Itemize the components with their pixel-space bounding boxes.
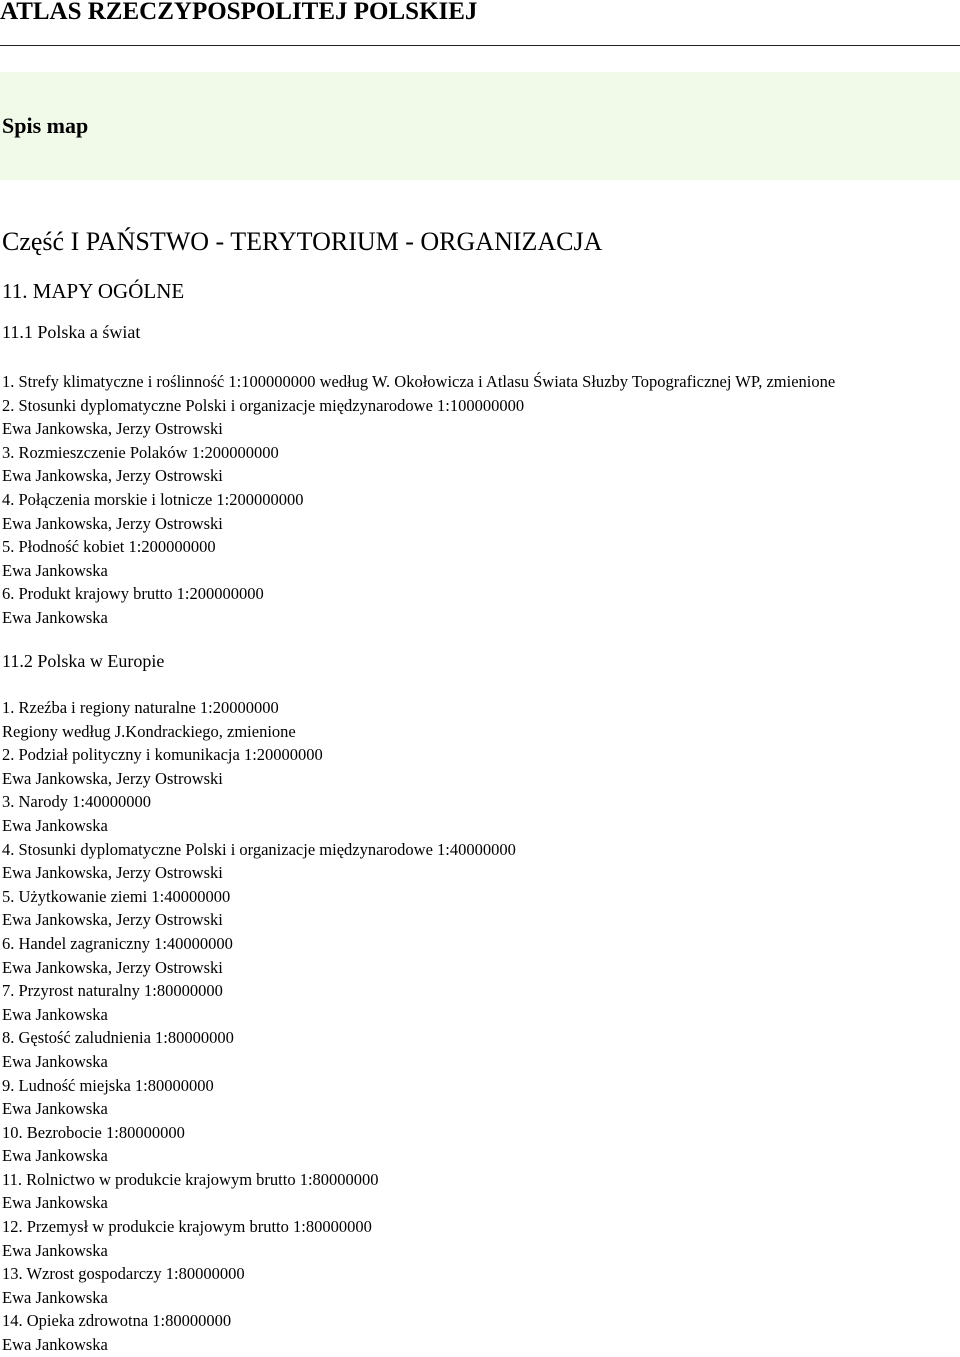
list-line: 5. Płodność kobiet 1:200000000 (2, 537, 216, 557)
list-line: 3. Narody 1:40000000 (2, 792, 151, 812)
list-line: Ewa Jankowska (2, 1240, 108, 1260)
list-line: 7. Przyrost naturalny 1:80000000 (2, 981, 223, 1001)
list-line: Ewa Jankowska (2, 1287, 108, 1307)
list-line: 4. Stosunki dyplomatyczne Polski i organizacje międzynarodowe 1:40000000 (2, 839, 516, 859)
list-line: 14. Opieka zdrowotna 1:80000000 (2, 1311, 232, 1331)
list-line: 5. Użytkowanie ziemi 1:40000000 (2, 886, 231, 906)
list-line: Ewa Jankowska, Jerzy Ostrowski (2, 768, 223, 788)
list-line: 2. Stosunki dyplomatyczne Polski i organizacje międzynarodowe 1:100000000 (2, 395, 525, 415)
subsection-title-world: 11.1 Polska a świat (2, 322, 141, 342)
list-line: 10. Bezrobocie 1:80000000 (2, 1122, 185, 1142)
list-line: Ewa Jankowska (2, 1146, 108, 1166)
map-list-world (2, 370, 835, 630)
list-line: Ewa Jankowska (2, 560, 108, 580)
list-line: 9. Ludność miejska 1:80000000 (2, 1075, 214, 1095)
subsection-title-europe: 11.2 Polska w Europie (2, 651, 165, 671)
list-line: Ewa Jankowska, Jerzy Ostrowski (2, 957, 223, 977)
list-line: 4. Połączenia morskie i lotnicze 1:200000000 (2, 489, 304, 509)
list-line: Ewa Jankowska (2, 1051, 108, 1071)
list-line: 8. Gęstość zaludnienia 1:80000000 (2, 1028, 234, 1048)
list-line: Regiony według J.Kondrackiego, zmienione (2, 721, 296, 741)
list-line: 2. Podział polityczny i komunikacja 1:20000000 (2, 745, 323, 765)
list-line: 6. Produkt krajowy brutto 1:200000000 (2, 584, 264, 604)
list-line: Ewa Jankowska (2, 607, 108, 627)
title-divider (0, 45, 960, 46)
list-line: Ewa Jankowska (2, 1004, 108, 1024)
list-line: 1. Rzeźba i regiony naturalne 1:20000000 (2, 698, 279, 717)
list-line: 11. Rolnictwo w produkcie krajowym brutto 1:80000000 (2, 1169, 379, 1189)
list-line: Ewa Jankowska (2, 815, 108, 835)
list-line: Ewa Jankowska (2, 1335, 108, 1355)
contents-band (0, 72, 960, 180)
list-line: Ewa Jankowska, Jerzy Ostrowski (2, 863, 223, 883)
list-line: Ewa Jankowska, Jerzy Ostrowski (2, 466, 223, 486)
list-line: 12. Przemysł w produkcie krajowym brutto 1:80000000 (2, 1217, 372, 1237)
section-title: 11. MAPY OGÓLNE (2, 279, 185, 303)
list-line: Ewa Jankowska, Jerzy Ostrowski (2, 513, 223, 533)
contents-heading: Spis map (2, 113, 89, 138)
document-title: ATLAS RZECZYPOSPOLITEJ POLSKIEJ (0, 0, 478, 25)
list-line: Ewa Jankowska, Jerzy Ostrowski (2, 910, 223, 930)
list-line: 6. Handel zagraniczny 1:40000000 (2, 933, 233, 953)
list-line: Ewa Jankowska (2, 1193, 108, 1213)
list-line: 13. Wzrost gospodarczy 1:80000000 (2, 1264, 245, 1284)
list-line: Ewa Jankowska, Jerzy Ostrowski (2, 419, 223, 439)
list-line: 3. Rozmieszczenie Polaków 1:200000000 (2, 442, 279, 462)
map-list-europe (2, 696, 516, 1357)
list-line: 1. Strefy klimatyczne i roślinność 1:100000000 według W. Okołowicza i Atlasu Świata Słuzby Topograficznej WP, zmienione (2, 372, 836, 391)
part-title: Część I PAŃSTWO - TERYTORIUM - ORGANIZACJA (2, 227, 603, 256)
list-line: Ewa Jankowska (2, 1099, 108, 1119)
